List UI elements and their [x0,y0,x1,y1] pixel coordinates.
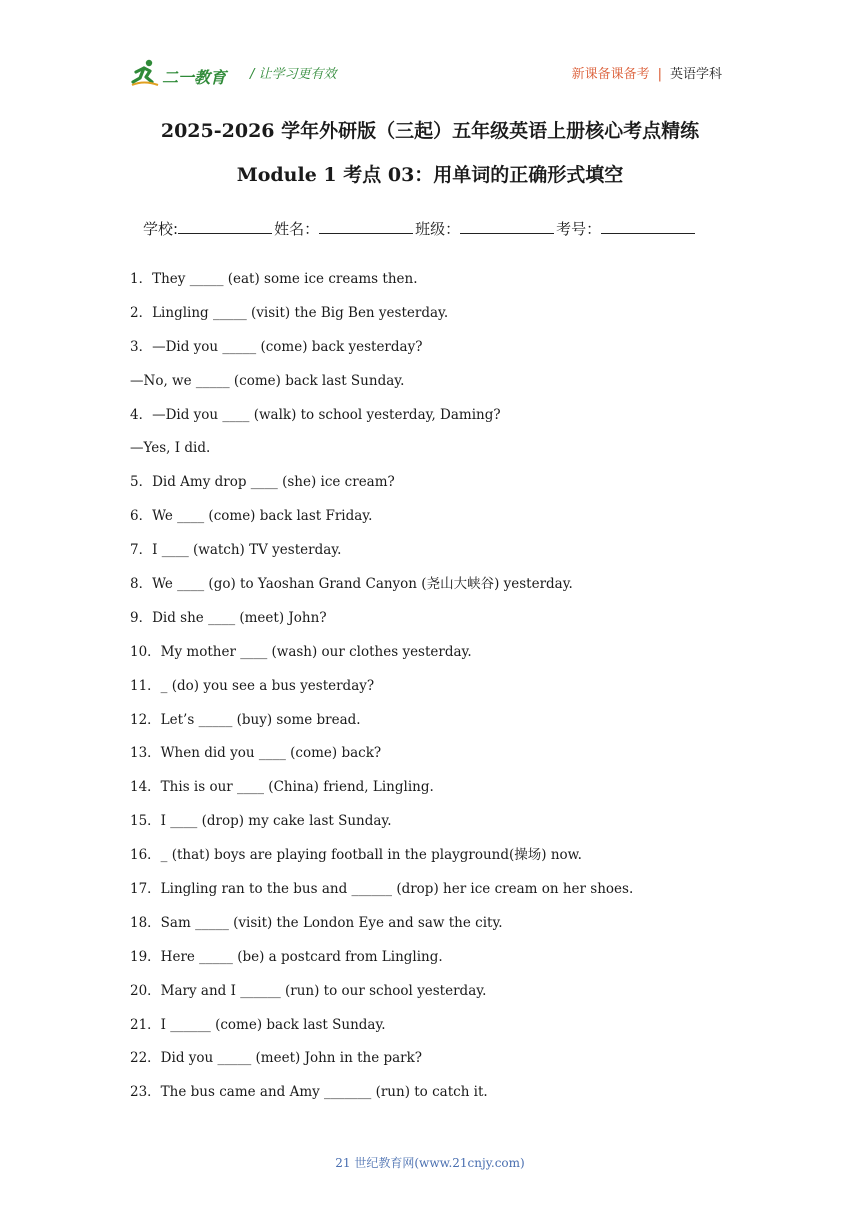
name-label: 姓名： [274,220,320,238]
question-item: 15．I ____ (drop) my cake last Sunday. [130,813,392,830]
question-item: 9．Did she ____ (meet) John? [130,609,327,626]
school-blank[interactable] [178,219,272,234]
question-item: 18．Sam _____ (visit) the London Eye and saw the city. [130,914,503,931]
question-item: 12．Let’s _____ (buy) some bread. [130,711,361,728]
question-item: 2．Lingling _____ (visit) the Big Ben yesterday. [130,304,449,321]
question-item: 20．Mary and I ______ (run) to our school yesterday. [130,982,487,999]
page-header [130,56,730,90]
question-item: 17．Lingling ran to the bus and ______ (drop) her ice cream on her shoes. [130,881,634,898]
question-item: —No, we _____ (come) back last Sunday. [130,372,405,389]
page-footer: 21 世纪教育网(www.21cnjy.com) [335,1156,525,1170]
tag-separator: | [657,67,662,82]
runner-logo-icon [130,58,160,88]
question-item: 5．Did Amy drop ____ (she) ice cream? [130,474,395,491]
tag-right: 英语学科 [669,67,722,82]
question-item: 22．Did you _____ (meet) John in the park? [130,1050,423,1067]
brand-logo [130,58,240,88]
class-blank[interactable] [460,219,554,234]
subject-tag [572,63,722,82]
school-label: 学校: [143,220,179,238]
question-item: —Yes, I did. [130,440,211,457]
question-item: 10．My mother ____ (wash) our clothes yesterday. [130,643,472,660]
question-item: 14．This is our ____ (China) friend, Lingling. [130,779,434,796]
slogan: / 让学习更有效 [250,67,337,82]
tag-left: 新课备课备考 [571,67,650,82]
question-item: 11．_ (do) you see a bus yesterday? [130,677,375,694]
question-item: 6．We ____ (come) back last Friday. [130,508,373,525]
question-item: 3．—Did you _____ (come) back yesterday? [130,338,423,355]
question-item: 19．Here _____ (be) a postcard from Lingling. [130,948,443,965]
question-item: 13．When did you ____ (come) back? [130,745,382,762]
question-item: 21．I ______ (come) back last Sunday. [130,1016,386,1033]
name-blank[interactable] [319,219,413,234]
question-item: 16．_ (that) boys are playing football in the playground(操场) now. [130,847,582,864]
question-item: 1．They _____ (eat) some ice creams then. [130,271,418,287]
question-item: 7．I ____ (watch) TV yesterday. [130,542,342,559]
class-label: 班级： [415,220,461,238]
student-info-fields [143,218,697,239]
exam-number-label: 考号： [556,220,602,238]
question-item: 8．We ____ (go) to Yaoshan Grand Canyon (尧山大峡谷) yesterday. [130,576,573,593]
exam-number-blank[interactable] [601,219,695,234]
question-item: 4．—Did you ____ (walk) to school yesterday, Daming? [130,406,501,423]
question-item: 23．The bus came and Amy _______ (run) to catch it. [130,1084,488,1101]
document-title: 2025-2026 学年外研版（三起）五年级英语上册核心考点精练 [160,120,700,142]
logo-text: 二一教育 [162,68,227,87]
question-list [130,270,770,1117]
document-subtitle: Module 1 考点 03：用单词的正确形式填空 [236,164,624,186]
